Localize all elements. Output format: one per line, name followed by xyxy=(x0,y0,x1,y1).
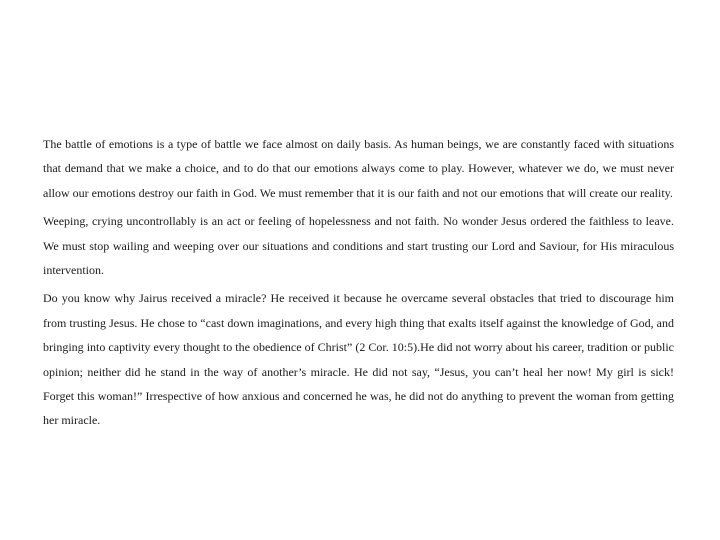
paragraph-weeping: Weeping, crying uncontrollably is an act or feeling of hopelessness and not faith. No wonder Jesus ordered the faithless to leave. We must stop wailing and weeping over our situations and conditions and start trusting our Lord and Saviour, for His miraculous intervention. xyxy=(43,214,674,278)
paragraph-emotions: The battle of emotions is a type of battle we face almost on daily basis. As human beings, we are constantly faced with situations that demand that we make a choice, and to do that our emotions always come to play. However, whatever we do, we must never allow our emotions destroy our faith in God. We must remember that it is our faith and not our emotions that will create our reality. xyxy=(43,137,674,200)
body-text xyxy=(43,132,674,437)
paragraph-jairus: Do you know why Jairus received a miracle? He received it because he overcame several obstacles that tried to discourage him from trusting Jesus. He chose to “cast down imaginations, and every high thing that exalts itself against the knowledge of God, and bringing into captivity every thought to the obedience of Christ” (2 Cor. 10:5).He did not worry about his career, tradition or public opinion; neither did he stand in the way of another’s miracle. He did not say, “Jesus, you can’t heal her now! My girl is sick! Forget this woman!” Irrespective of how anxious and concerned he was, he did not do anything to prevent the woman from getting her miracle. xyxy=(43,291,674,428)
